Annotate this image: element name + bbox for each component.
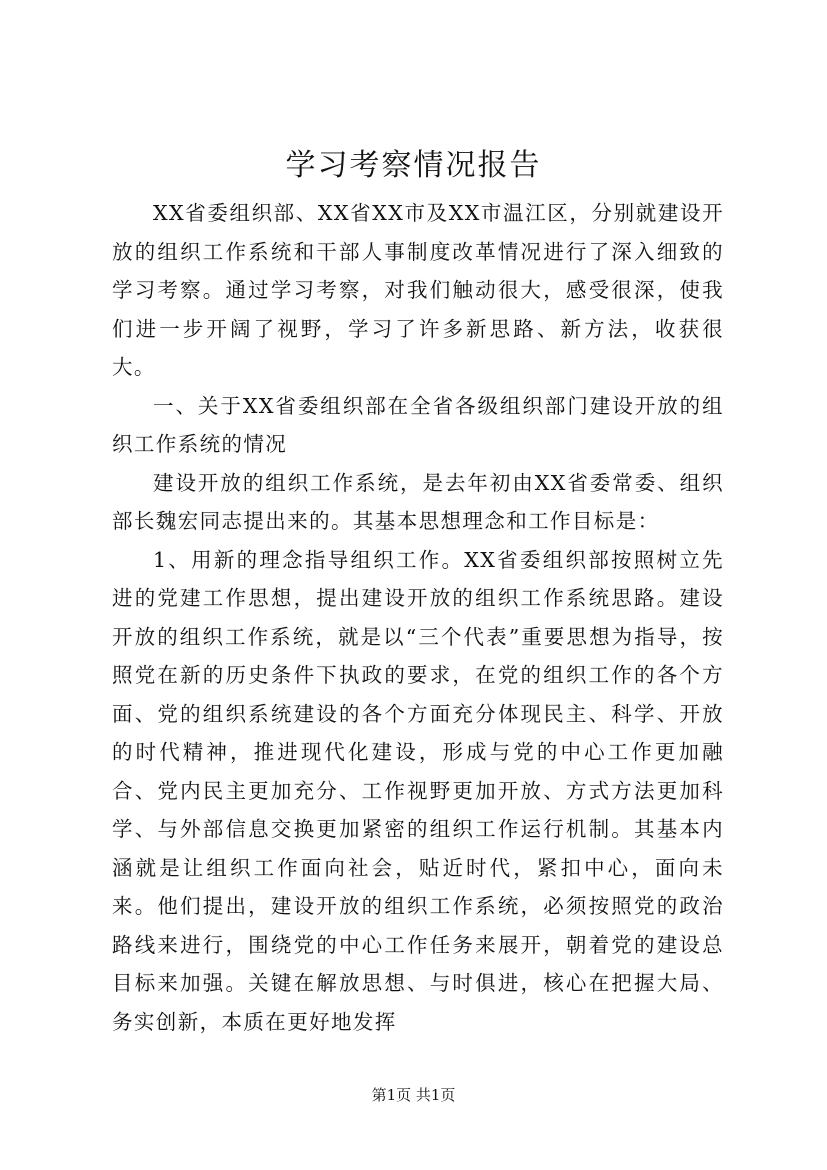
paragraph-background: 建设开放的组织工作系统，是去年初由XX省委常委、组织部长魏宏同志提出来的。其基本思想理念和工作目标是：	[112, 470, 724, 533]
paragraph-intro: XX省委组织部、XX省XX市及XX市温江区，分别就建设开放的组织工作系统和干部人事制度改革情况进行了深入细致的学习考察。通过学习考察，对我们触动很大，感受很深，使我们进一步开阔了视野，学习了许多新思路、新方法，收获很大。	[112, 201, 724, 379]
document-body	[112, 194, 724, 1041]
paragraph-point-1: 1、用新的理念指导组织工作。XX省委组织部按照树立先进的党建工作思想，提出建设开放的组织工作系统思路。建设开放的组织工作系统，就是以“三个代表”重要思想为指导，按照党在新的历史条件下执政的要求，在党的组织工作的各个方面、党的组织系统建设的各个方面充分体现民主、科学、开放的时代精神，推进现代化建设，形成与党的中心工作更加融合、党内民主更加充分、工作视野更加开放、方式方法更加科学、与外部信息交换更加紧密的组织工作运行机制。其基本内涵就是让组织工作面向社会，贴近时代，紧扣中心，面向未来。他们提出，建设开放的组织工作系统，必须按照党的政治路线来进行，围绕党的中心工作任务来展开，朝着党的建设总目标来加强。关键在解放思想、与时俱进，核心在把握大局、务实创新，本质在更好地发挥	[112, 547, 724, 1034]
paragraph-section-heading: 一、关于XX省委组织部在全省各级组织部门建设开放的组织工作系统的情况	[112, 393, 724, 456]
document-title: 学习考察情况报告	[285, 148, 542, 183]
page-footer: 第1页 共1页	[371, 1086, 456, 1104]
